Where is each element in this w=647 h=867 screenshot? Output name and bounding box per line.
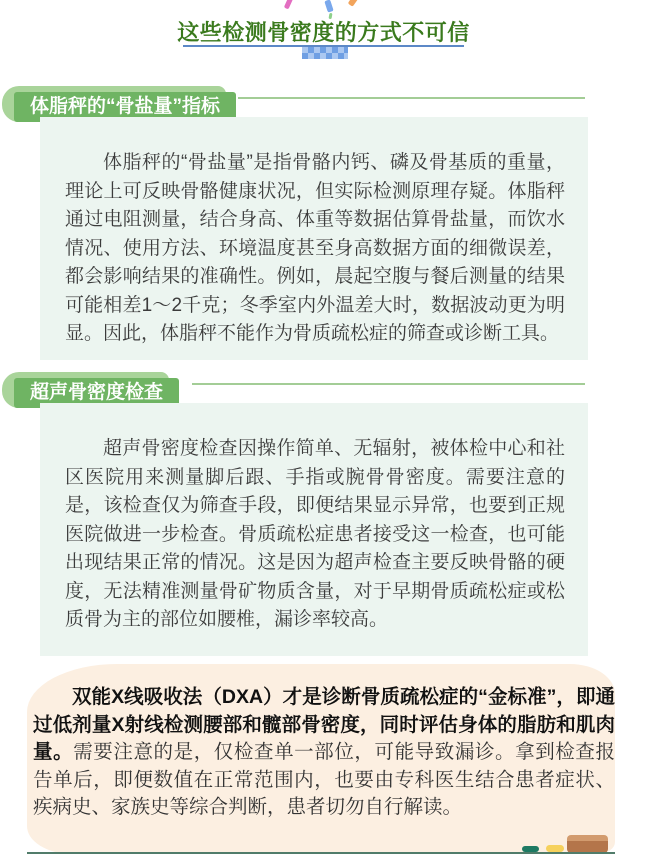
section-text-box: [40, 117, 588, 360]
section-paragraph: 超声骨密度检查因操作简单、无辐射，被体检中心和社区医院用来测量脚后跟、手指或腕骨骨密度。需要注意的是，该检查仅为筛查手段，即便结果显示异常，也要到正规医院做进一步检查。骨质疏松症患者接受这一检查，也可能出现结果正常的情况。这是因为超声检查主要反映骨骼的硬度，无法精准测量骨矿物质含量，对于早期骨质疏松症或松质骨为主的部位如腰椎，漏诊率较高。: [65, 438, 565, 630]
deco-book-icon: [567, 835, 608, 853]
section-ultrasound: [0, 372, 647, 656]
checker-decoration: [302, 47, 348, 59]
deco-yellow-bar-icon: [546, 845, 564, 852]
section-badge-label: 超声骨密度检查: [14, 378, 179, 408]
page-title: 这些检测骨密度的方式不可信: [177, 20, 470, 45]
footer-rule-line: [27, 852, 615, 854]
footer-paragraph: [33, 684, 615, 822]
section-body-fat-scale: [0, 86, 647, 362]
footer-regular-text: 需要注意的是，仅检查单一部位，可能导致漏诊。拿到检查报告单后，即便数值在正常范围内，也要由专科医生结合患者症状、疾病史、家族史等综合判断，患者切勿自行解读。: [33, 741, 615, 818]
confetti-pink-icon: [284, 0, 293, 9]
confetti-blue-icon: [324, 0, 333, 13]
section-paragraph: 体脂秤的“骨盐量”是指骨骼内钙、磷及骨基质的重量，理论上可反映骨骼健康状况，但实际检测原理存疑。体脂秤通过电阻测量，结合身高、体重等数据估算骨盐量，而饮水情况、使用方法、环境温度甚至身高数据方面的细微误差，都会影响结果的准确性。例如，晨起空腹与餐后测量的结果可能相差1～2千克；冬季室内外温差大时，数据波动更为明显。因此，体脂秤不能作为骨质疏松症的筛查或诊断工具。: [65, 152, 565, 344]
badge-rule-line: [192, 383, 585, 385]
footer-bold-text: 双能X线吸收法（DXA）才是诊断骨质疏松症的“金标准”，即通过低剂量X射线检测腰部和髋部骨密度，同时评估身体的脂肪和肌肉量。: [33, 686, 615, 763]
section-text-box: [40, 403, 588, 656]
badge-rule-line: [238, 97, 585, 99]
confetti-orange-icon: [348, 0, 359, 7]
section-badge-label: 体脂秤的“骨盐量”指标: [14, 92, 236, 122]
